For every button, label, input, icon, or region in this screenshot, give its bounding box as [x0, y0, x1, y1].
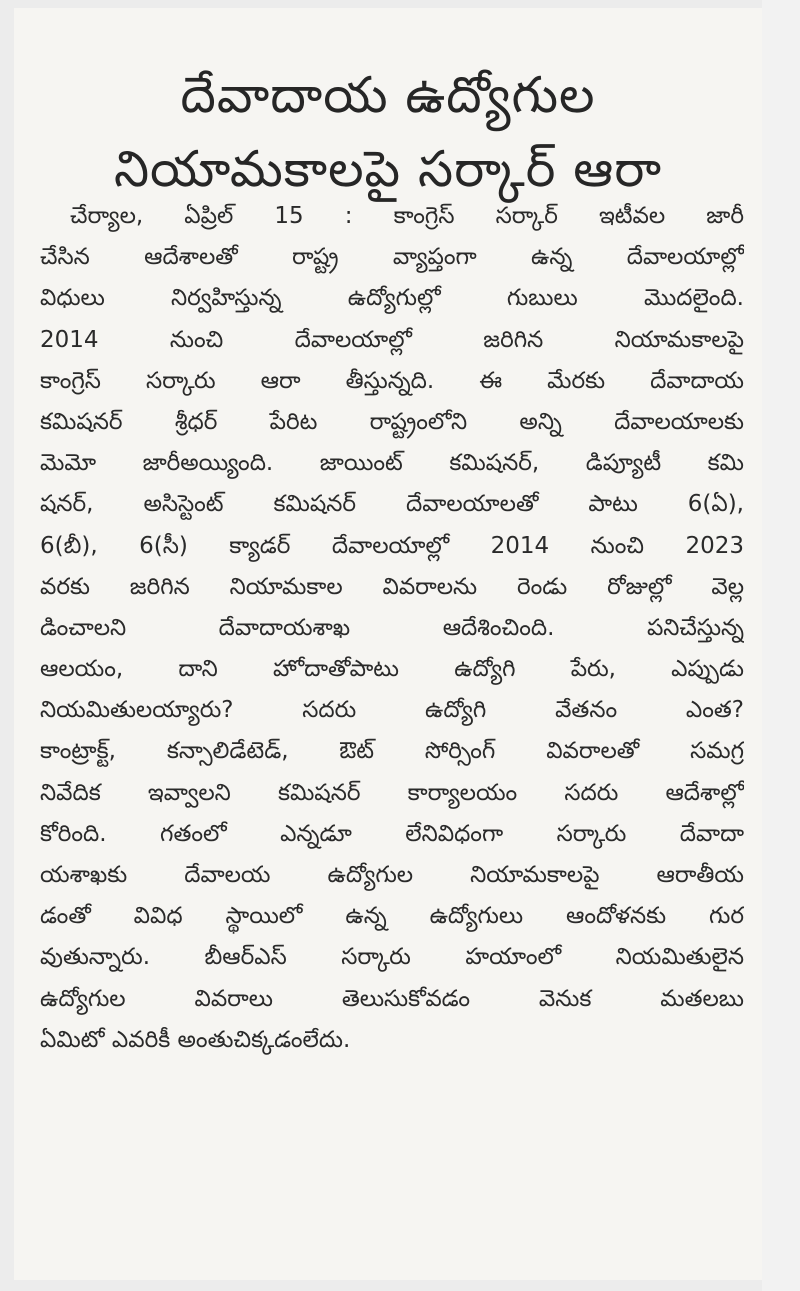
headline-line-2: నియామకాలపై సర్కార్ ఆరా — [113, 139, 663, 198]
body-line: యశాఖకు దేవాలయ ఉద్యోగుల నియామకాలపై ఆరాతీయ — [40, 862, 744, 888]
body-line: చేసిన ఆదేశాలతో రాష్ట్ర వ్యాప్తంగా ఉన్న దేవాలయాల్లో — [40, 244, 744, 271]
article-body — [40, 196, 744, 1061]
body-line: ఉద్యోగుల వివరాలు తెలుసుకోవడం వెనుక మతలబు — [40, 985, 744, 1012]
headline-line-1: దేవాదాయ ఉద్యోగుల — [180, 65, 596, 124]
body-line: ఏమిటో ఎవరికీ అంతుచిక్కడంలేదు. — [40, 1026, 351, 1053]
body-line: నివేదిక ఇవ్వాలని కమిషనర్ కార్యాలయం సదరు ఆదేశాల్లో — [40, 779, 744, 806]
body-line: ఆలయం, దాని హోదాతోపాటు ఉద్యోగి పేరు, ఎప్పుడు — [40, 656, 744, 683]
body-line: కమిషనర్ శ్రీధర్ పేరిట రాష్ట్రంలోని అన్ని దేవాలయాలకు — [40, 408, 744, 435]
body-line: చేర్యాల, ఏప్రిల్ 15 : కాంగ్రెస్ సర్కార్ ఇటీవల జారీ — [70, 203, 744, 229]
body-line: నియమితులయ్యారు? సదరు ఉద్యోగి వేతనం ఎంత? — [40, 697, 744, 724]
body-line: వరకు జరిగిన నియామకాల వివరాలను రెండు రోజుల్లో వెల్ల — [40, 573, 744, 600]
body-line: మెమో జారీఅయ్యింది. జాయింట్ కమిషనర్, డిప్యూటీ కమి — [40, 450, 744, 477]
body-line: 6(బీ), 6(సీ) క్యాడర్ దేవాలయాల్లో 2014 నుంచి 2023 — [40, 532, 744, 559]
page-margin — [762, 0, 800, 1291]
body-line: డించాలని దేవాదాయశాఖ ఆదేశించింది. పనిచేస్తున్న — [40, 614, 744, 641]
body-line: వుతున్నారు. బీఆర్ఎస్ సర్కారు హయాంలో నియమితులైన — [40, 944, 744, 971]
body-line: విధులు నిర్వహిస్తున్న ఉద్యోగుల్లో గుబులు మొదలైంది. — [40, 285, 744, 312]
body-line: డంతో వివిధ స్థాయిలో ఉన్న ఉద్యోగులు ఆందోళనకు గుర — [40, 903, 744, 930]
body-line: కోరింది. గతంలో ఎన్నడూ లేనివిధంగా సర్కారు దేవాదా — [40, 820, 744, 847]
news-clipping — [14, 8, 762, 1280]
body-line: 2014 నుంచి దేవాలయాల్లో జరిగిన నియామకాలపై — [40, 326, 744, 353]
body-line: షనర్, అసిస్టెంట్ కమిషనర్ దేవాలయాలతో పాటు 6(ఏ), — [40, 491, 744, 518]
body-line: కాంగ్రెస్ సర్కారు ఆరా తీస్తున్నది. ఈ మేరకు దేవాదాయ — [40, 367, 744, 394]
body-line: కాంట్రాక్ట్, కన్సాలిడేటెడ్, ఔట్ సోర్సింగ్ వివరాలతో సమగ్ర — [40, 738, 744, 765]
